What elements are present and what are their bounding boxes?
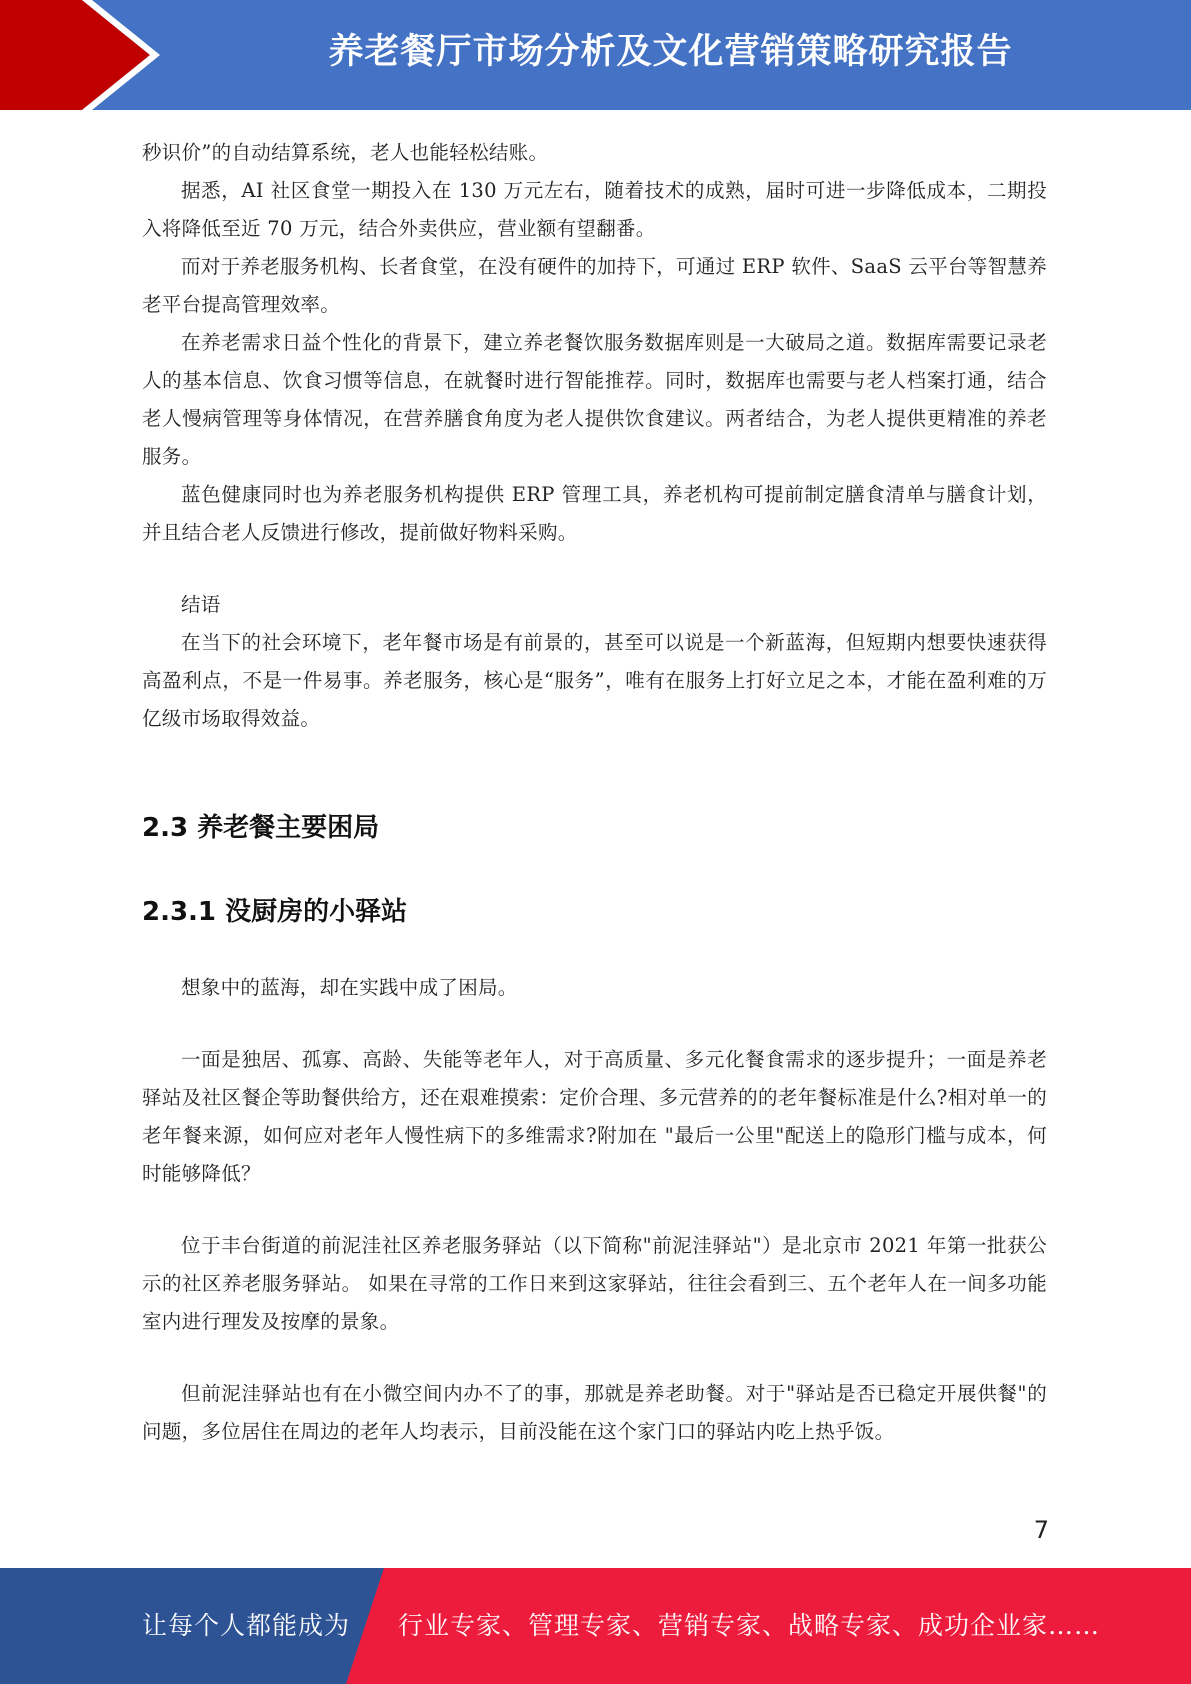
conclusion-label: 结语 — [181, 593, 221, 616]
spacer — [142, 848, 1047, 892]
spacer — [142, 738, 1047, 808]
spacer — [142, 1341, 1047, 1375]
spacer — [142, 552, 1047, 586]
body-paragraph: 一面是独居、孤寡、高龄、失能等老年人，对于高质量、多元化餐食需求的逐步提升；一面是养老驿站及社区餐企等助餐供给方，还在艰难摸索：定价合理、多元营养的的老年餐标准是什么?相对单一的老年餐来源，如何应对老年人慢性病下的多维需求?附加在 "最后一公里"配送上的隐形门槛与成本，何时能够降低？ — [142, 1048, 1047, 1185]
body-paragraph: 而对于养老服务机构、长者食堂，在没有硬件的加持下，可通过 ERP 软件、SaaS 云平台等智慧养老平台提高管理效率。 — [142, 255, 1048, 316]
subsection-heading: 2.3.1 没厨房的小驿站 — [142, 897, 408, 927]
spacer — [142, 1007, 1047, 1041]
body-paragraph: 想象中的蓝海，却在实践中成了困局。 — [181, 976, 518, 999]
body-paragraph: 据悉，AI 社区食堂一期投入在 130 万元左右，随着技术的成熟，届时可进一步降低成本，二期投入将降低至近 70 万元，结合外卖供应，营业额有望翻番。 — [142, 179, 1047, 240]
spacer — [142, 1193, 1047, 1227]
page-footer — [0, 1568, 1191, 1684]
section-heading: 2.3 养老餐主要困局 — [142, 813, 380, 843]
report-title: 养老餐厅市场分析及文化营销策略研究报告 — [328, 32, 1013, 72]
page-content — [142, 134, 1047, 1451]
body-paragraph: 位于丰台街道的前泥洼社区养老服务驿站（以下简称"前泥洼驿站"）是北京市 2021 年第一批获公示的社区养老服务驿站。 如果在寻常的工作日来到这家驿站，往往会看到三、五个老年人在一间多功能室内进行理发及按摩的景象。 — [142, 1234, 1047, 1333]
body-paragraph: 秒识价”的自动结算系统，老人也能轻松结账。 — [142, 141, 549, 164]
body-paragraph: 蓝色健康同时也为养老服务机构提供 ERP 管理工具，养老机构可提前制定膳食清单与膳食计划，并且结合老人反馈进行修改，提前做好物料采购。 — [142, 483, 1047, 544]
body-paragraph: 在当下的社会环境下，老年餐市场是有前景的，甚至可以说是一个新蓝海，但短期内想要快速获得高盈利点，不是一件易事。养老服务，核心是“服务”，唯有在服务上打好立足之本，才能在盈利难的万亿级市场取得效益。 — [142, 631, 1047, 730]
footer-slogan-right: 行业专家、管理专家、营销专家、战略专家、成功企业家…… — [398, 1611, 1101, 1640]
header-chevron-decoration — [0, 0, 160, 110]
spacer — [142, 932, 1047, 969]
body-paragraph: 在养老需求日益个性化的背景下，建立养老餐饮服务数据库则是一大破局之道。数据库需要记录老人的基本信息、饮食习惯等信息，在就餐时进行智能推荐。同时，数据库也需要与老人档案打通，结合老人慢病管理等身体情况，在营养膳食角度为老人提供饮食建议。两者结合，为老人提供更精准的养老服务。 — [142, 331, 1047, 468]
body-paragraph: 但前泥洼驿站也有在小微空间内办不了的事，那就是养老助餐。对于"驿站是否已稳定开展供餐"的问题，多位居住在周边的老年人均表示，目前没能在这个家门口的驿站内吃上热乎饭。 — [142, 1382, 1047, 1443]
page-number: 7 — [1033, 1516, 1049, 1544]
footer-slogan-left: 让每个人都能成为 — [142, 1611, 351, 1640]
page-header — [0, 0, 1191, 110]
